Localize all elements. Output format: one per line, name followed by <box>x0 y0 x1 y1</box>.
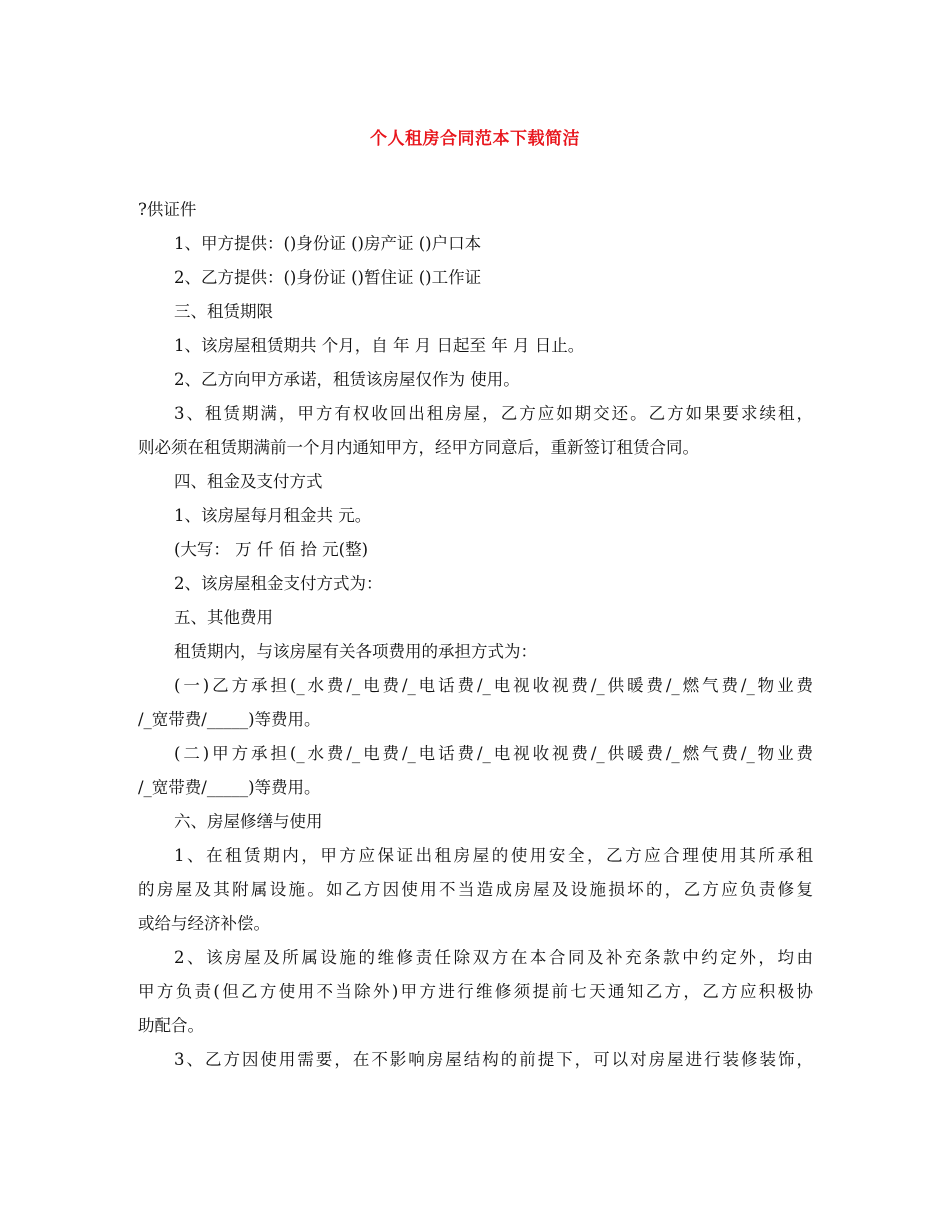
paragraph-line: 3、租赁期满，甲方有权收回出租房屋，乙方应如期交还。乙方如果要求续租， <box>174 404 813 423</box>
paragraph-line: 则必须在租赁期满前一个月内通知甲方，经甲方同意后，重新签订租赁合同。 <box>138 438 699 457</box>
paragraph-line: (大写： 万 仟 佰 拾 元(整) <box>174 540 369 559</box>
paragraph-line: 的房屋及其附属设施。如乙方因使用不当造成房屋及设施损坏的，乙方应负责修复 <box>138 880 813 899</box>
document-body <box>138 193 813 1077</box>
section-heading: 六、房屋修缮与使用 <box>174 812 323 831</box>
paragraph-line: 1、在租赁期内，甲方应保证出租房屋的使用安全，乙方应合理使用其所承租 <box>174 846 813 865</box>
section-heading: 四、租金及支付方式 <box>174 472 323 491</box>
paragraph-line: 2、乙方提供：()身份证 ()暂住证 ()工作证 <box>174 268 482 287</box>
paragraph-line: 2、乙方向甲方承诺，租赁该房屋仅作为 使用。 <box>174 370 520 389</box>
document-title: 个人租房合同范本下载简洁 <box>370 129 580 149</box>
paragraph-line: ?供证件 <box>138 200 197 219</box>
paragraph-line: 2、该房屋租金支付方式为： <box>174 574 383 593</box>
section-heading: 三、租赁期限 <box>174 302 273 321</box>
paragraph-line: (一)乙方承担(_水费/_电费/_电话费/_电视收视费/_供暖费/_燃气费/_物业费 <box>174 676 813 695</box>
paragraph-line: 1、该房屋每月租金共 元。 <box>174 506 372 525</box>
paragraph-line: 1、甲方提供：()身份证 ()房产证 ()户口本 <box>174 234 482 253</box>
paragraph-line: 甲方负责(但乙方使用不当除外)甲方进行维修须提前七天通知乙方，乙方应积极协 <box>138 982 813 1001</box>
paragraph-line: 2、该房屋及所属设施的维修责任除双方在本合同及补充条款中约定外，均由 <box>174 948 813 967</box>
paragraph-line: 3、乙方因使用需要，在不影响房屋结构的前提下，可以对房屋进行装修装饰， <box>174 1050 813 1069</box>
paragraph-line: /_宽带费/_____)等费用。 <box>138 778 321 797</box>
paragraph-line: 或给与经济补偿。 <box>138 914 270 933</box>
paragraph-line: (二)甲方承担(_水费/_电费/_电话费/_电视收视费/_供暖费/_燃气费/_物业费 <box>174 744 813 763</box>
paragraph-line: 助配合。 <box>138 1016 204 1035</box>
section-heading: 五、其他费用 <box>174 608 273 627</box>
paragraph-line: 租赁期内，与该房屋有关各项费用的承担方式为： <box>174 642 537 661</box>
paragraph-line: 1、该房屋租赁期共 个月，自 年 月 日起至 年 月 日止。 <box>174 336 585 355</box>
paragraph-line: /_宽带费/_____)等费用。 <box>138 710 321 729</box>
